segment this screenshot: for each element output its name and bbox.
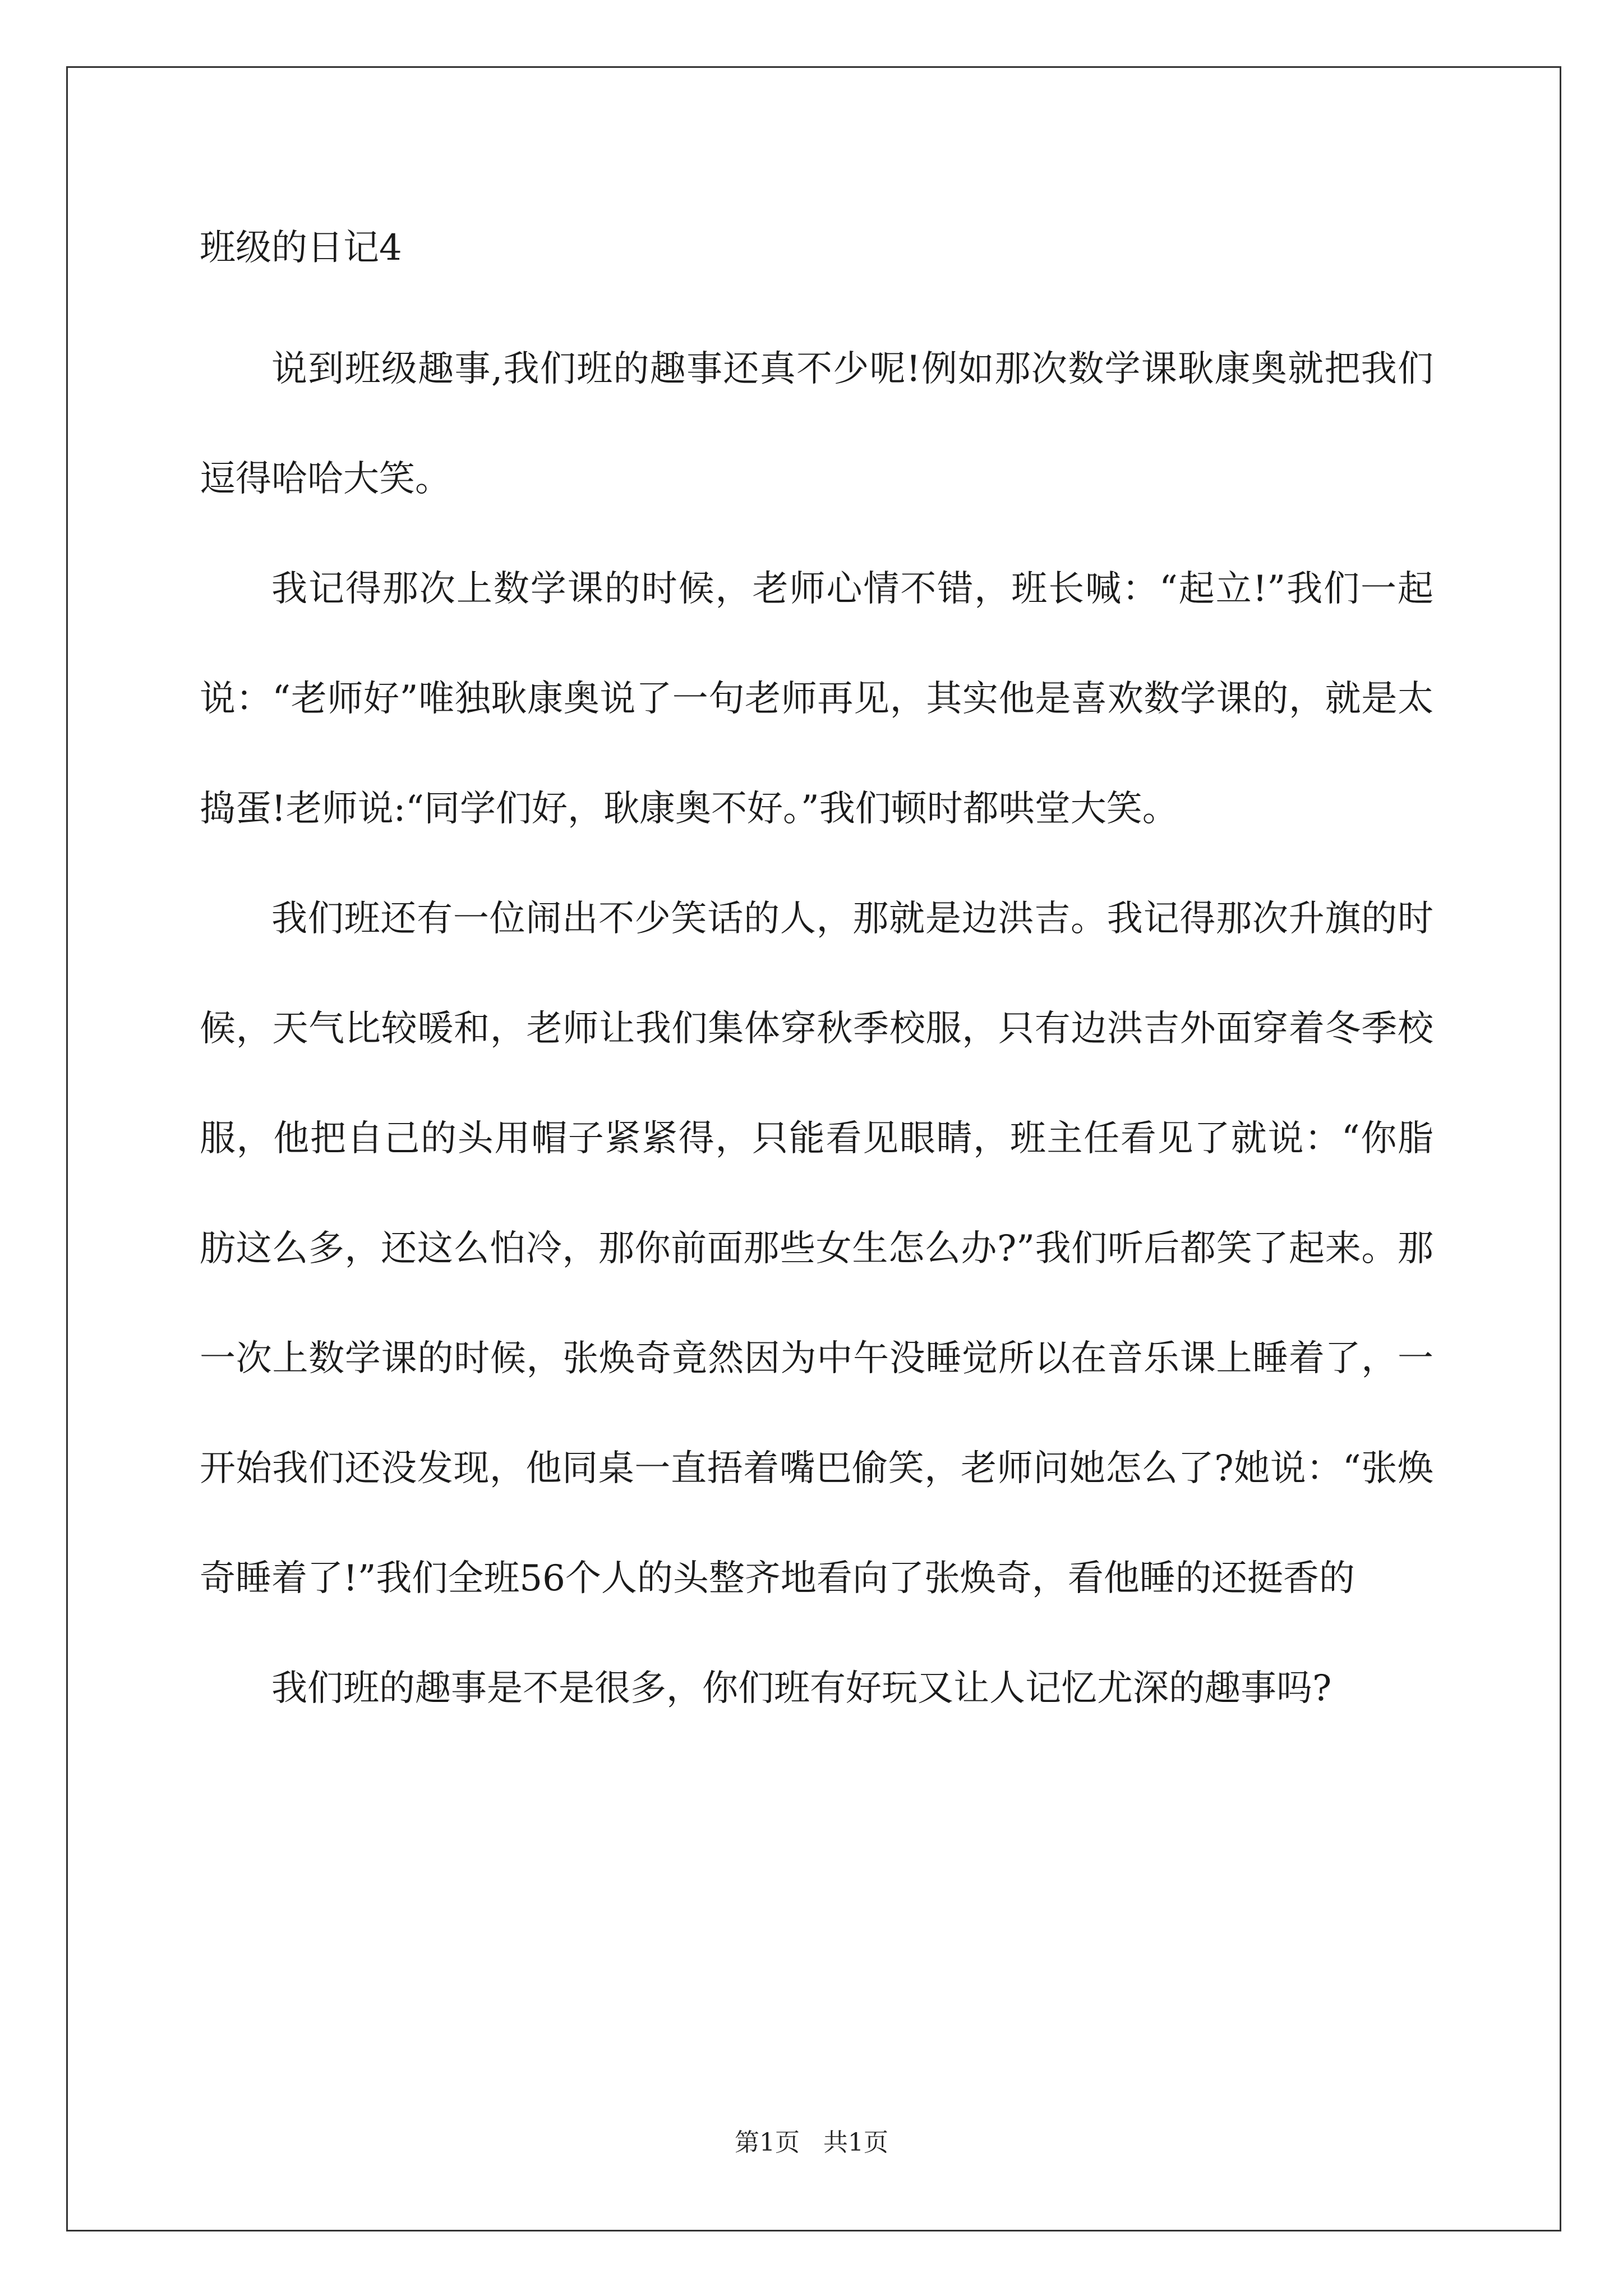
paragraph-intro: 说到班级趣事,我们班的趣事还真不少呢!例如那次数学课耿康奥就把我们逗得哈哈大笑。 <box>200 348 1433 500</box>
paragraph-closing: 我们班的趣事是不是很多，你们班有好玩又让人记忆尤深的趣事吗? <box>271 1668 1332 1709</box>
paragraph-funny-classmates: 我们班还有一位闹出不少笑话的人，那就是边洪吉。我记得那次升旗的时候，天气比较暖和，老师让我们集体穿秋季校服，只有边洪吉外面穿着冬季校服，他把自己的头用帽子紧紧得，只能看见眼睛，班主任看见了就说：“你脂肪这么多，还这么怕冷，那你前面那些女生怎么办?”我们听后都笑了起来。那一次上数学课的时候，张焕奇竟然因为中午没睡觉所以在音乐课上睡着了，一开始我们还没发现，他同桌一直捂着嘴巴偷笑，老师问她怎么了?她说：“张焕奇睡着了!”我们全班56个人的头整齐地看向了张焕奇，看他睡的还挺香的 <box>200 898 1433 1599</box>
page-footer: 第1页 共1页 <box>735 2128 888 2157</box>
paragraph-math-class: 我记得那次上数学课的时候，老师心情不错，班长喊：“起立!”我们一起说：“老师好”唯独耿康奥说了一句老师再见，其实他是喜欢数学课的，就是太捣蛋!老师说:“同学们好，耿康奥不好。”我们顿时都哄堂大笑。 <box>200 568 1433 830</box>
document-title: 班级的日记4 <box>200 227 402 269</box>
document-body <box>200 314 1433 1743</box>
